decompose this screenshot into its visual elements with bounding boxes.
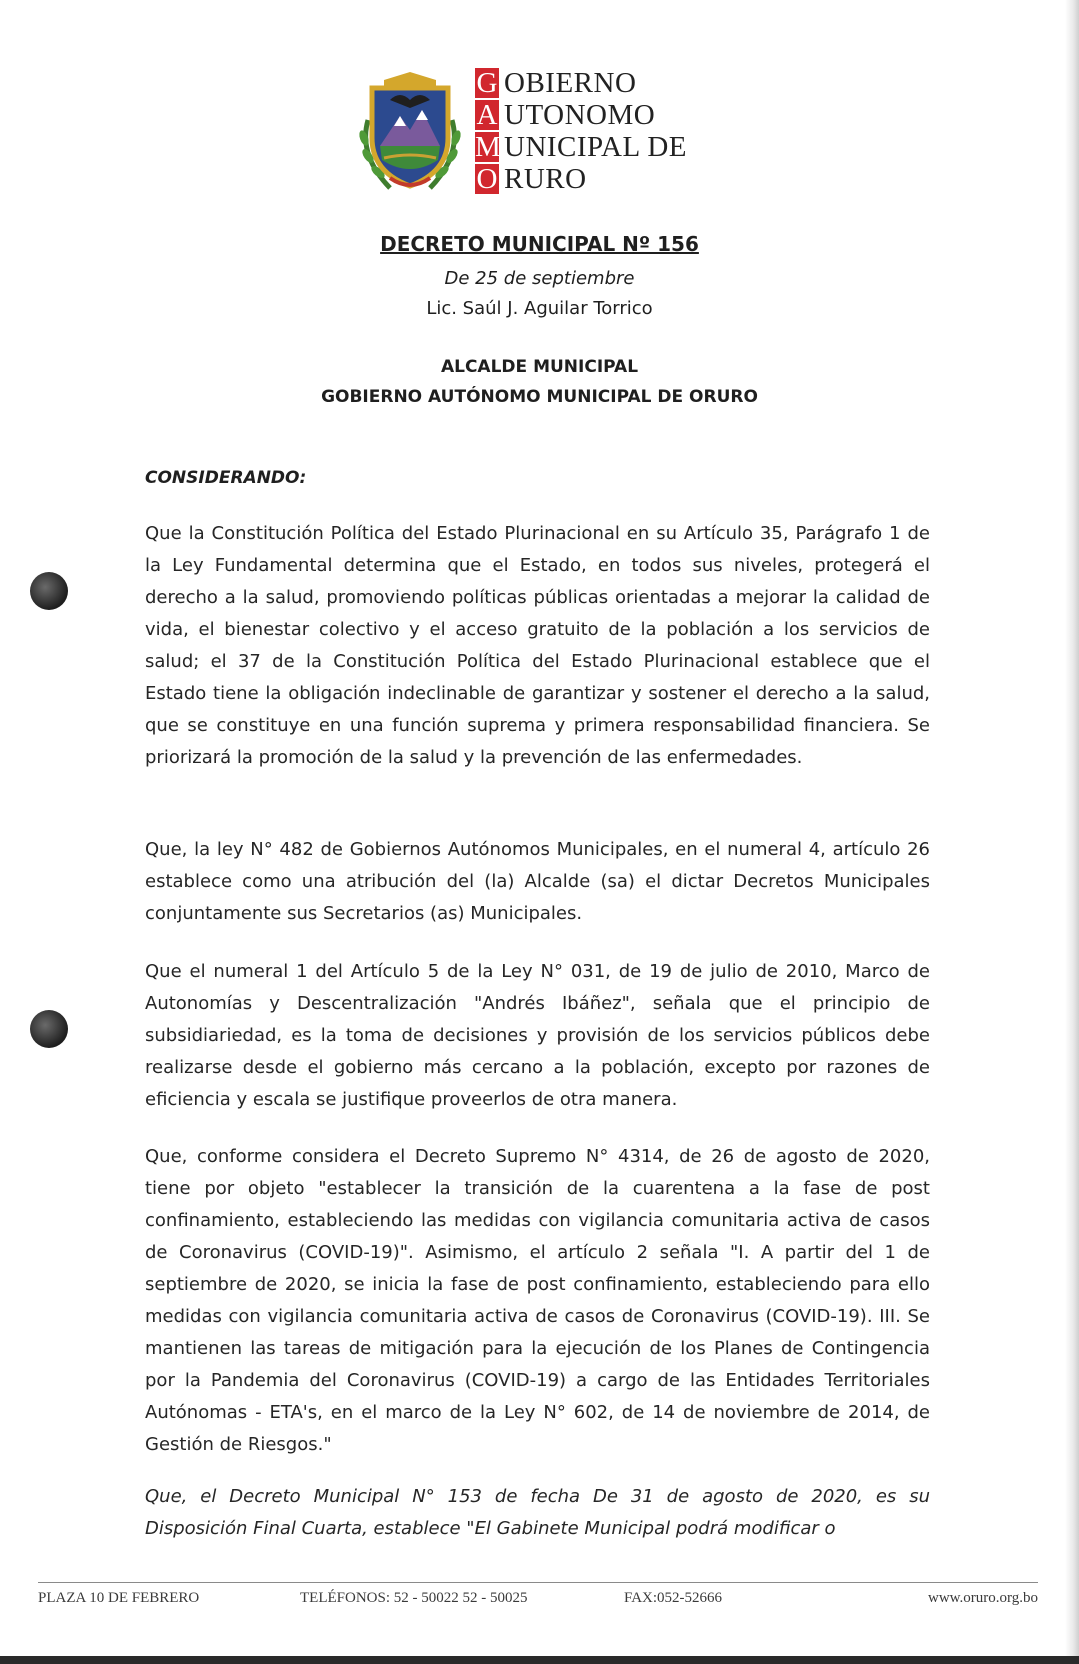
- municipal-crest-icon: [350, 60, 470, 200]
- punch-hole-top: [30, 572, 68, 610]
- page-bottom-edge: [0, 1656, 1079, 1664]
- decree-mayor-name: Lic. Saúl J. Aguilar Torrico: [426, 298, 653, 319]
- footer-address: PLAZA 10 DE FEBRERO: [38, 1590, 200, 1606]
- logo-initial-a: A: [476, 99, 498, 131]
- logo-wordmark: [504, 68, 784, 196]
- body-paragraph: Que, la ley N° 482 de Gobiernos Autónomos Municipales, en el numeral 4, artículo 26 establece como una atribución del (la) Alcalde (sa) el dictar Decretos Municipales conjuntamente sus Secretarios (as) Municipales.: [145, 839, 930, 924]
- letterhead: [350, 60, 770, 200]
- body-paragraph: Que el numeral 1 del Artículo 5 de la Ley N° 031, de 19 de julio de 2010, Marco de Autonomías y Descentralización "Andrés Ibáñez", señala que el principio de subsidiariedad, es la toma de decisiones y provisión de los servicios públicos debe realizarse desde el gobierno más cercano a la población, excepto por razones de eficiencia y escala se justifique proveerlos de otra manera.: [145, 961, 930, 1110]
- body-paragraph: Que la Constitución Política del Estado Plurinacional en su Artículo 35, Parágrafo 1 de la Ley Fundamental determina que el Estado, en todos sus niveles, protegerá el derecho a la salud, promoviendo políticas públicas orientadas a mejorar la calidad de vida, el bienestar colectivo y el acceso gratuito de la población a los servicios de salud; el 37 de la Constitución Política del Estado Plurinacional establece que el Estado tiene la obligación indeclinable de garantizar y sostener el derecho a la salud, que se constituye en una función suprema y primera responsabilidad financiera. Se priorizará la promoción de la salud y la prevención de las enfermedades.: [145, 523, 930, 768]
- footer-fax: FAX:052-52666: [624, 1590, 723, 1606]
- logo-word-3: UNICIPAL DE: [504, 132, 784, 164]
- decree-date: De 25 de septiembre: [444, 268, 635, 289]
- logo-initial-m: M: [475, 131, 501, 163]
- footer-phones: TELÉFONOS: 52 - 50022 52 - 50025: [300, 1590, 528, 1606]
- logo-word-2: UTONOMO: [504, 100, 784, 132]
- body-paragraph: Que, el Decreto Municipal N° 153 de fecha De 31 de agosto de 2020, es su Disposición Final Cuarta, establece "El Gabinete Municipal podrá modificar o: [145, 1486, 930, 1539]
- decree-title: DECRETO MUNICIPAL Nº 156: [380, 232, 699, 256]
- body-paragraph: Que, conforme considera el Decreto Supremo N° 4314, de 26 de agosto de 2020, tiene por objeto "establecer la transición de la cuarentena a la fase de post confinamiento, estableciendo las medidas con vigilancia comunitaria activa de casos de Coronavirus (COVID-19)". Asimismo, el artículo 2 señala "I. A partir del 1 de septiembre de 2020, se inicia la fase de post confinamiento, estableciendo para ello medidas con vigilancia comunitaria activa de casos de Coronavirus (COVID-19). III. Se mantienen las tareas de mitigación para la ejecución de los Planes de Contingencia por la Pandemia del Coronavirus (COVID-19) a cargo de las Entidades Territoriales Autónomas - ETA's, en el marco de la Ley N° 602, de 14 de noviembre de 2014, de Gestión de Riesgos.": [145, 1146, 930, 1455]
- punch-hole-bottom: [30, 1010, 68, 1048]
- office-organization: GOBIERNO AUTÓNOMO MUNICIPAL DE ORURO: [321, 387, 758, 407]
- logo-initial-g: G: [476, 67, 498, 99]
- office-title: ALCALDE MUNICIPAL: [440, 357, 639, 377]
- logo-word-4: RURO: [504, 164, 784, 196]
- considerando-heading: CONSIDERANDO:: [145, 468, 307, 488]
- logo-initial-o: O: [476, 163, 498, 195]
- logo-initials: [475, 68, 505, 196]
- footer-divider: [38, 1582, 1038, 1583]
- footer-website: www.oruro.org.bo: [928, 1590, 1038, 1606]
- footer: [38, 1590, 1038, 1616]
- logo-word-1: OBIERNO: [504, 68, 784, 100]
